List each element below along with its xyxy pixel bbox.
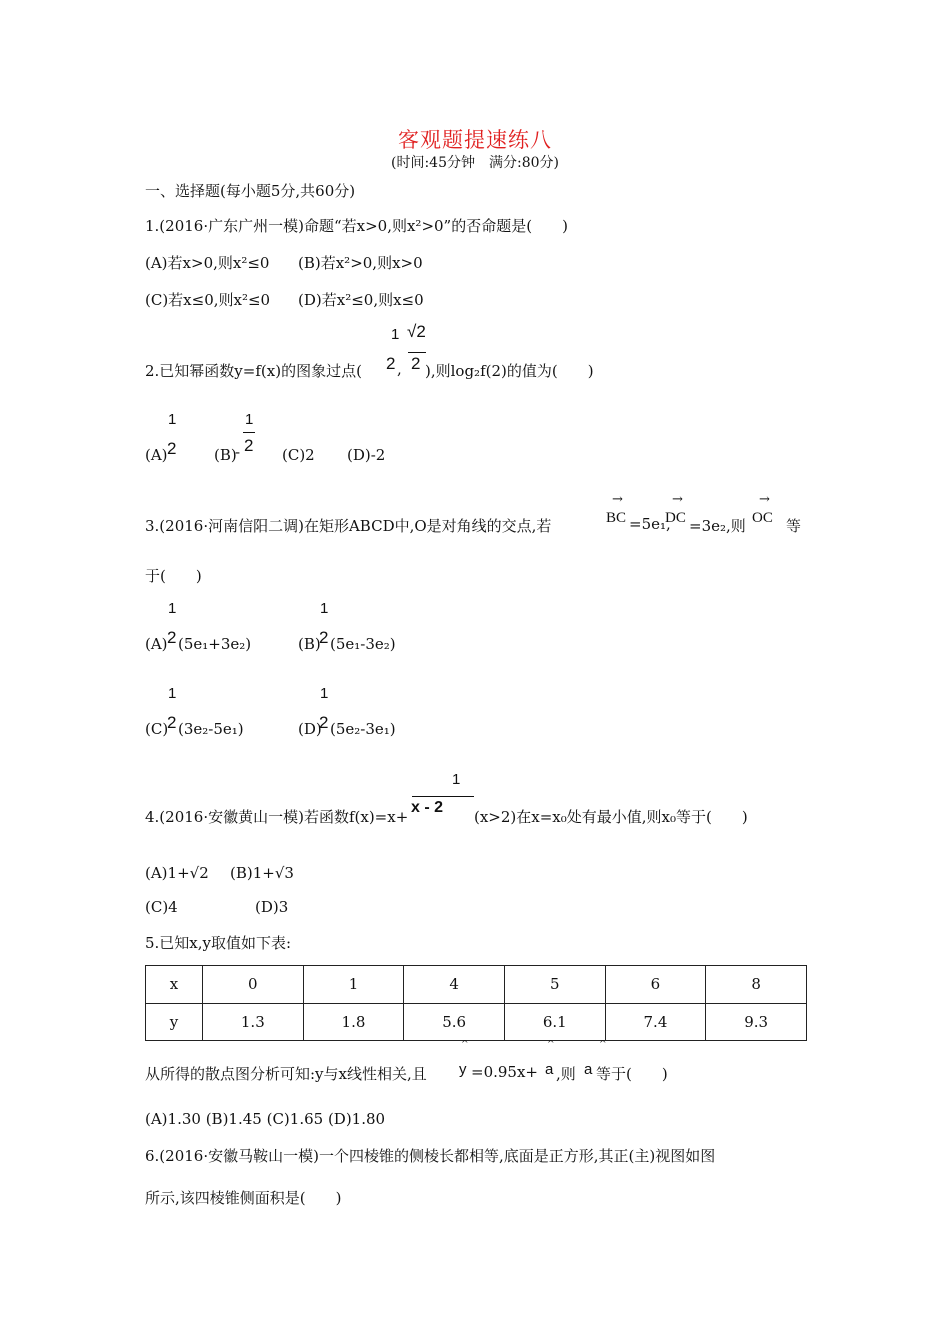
q2-option-a-numerator: 1 (168, 411, 177, 428)
page-subtitle: (时间:45分钟 满分:80分) (391, 155, 559, 171)
q5-follow-mid2: ,则 (556, 1065, 576, 1083)
section-heading: 一、选择题(每小题5分,共60分) (145, 182, 356, 200)
q1-option-b: (B)若x²>0,则x>0 (298, 254, 423, 272)
q3-eq-1: =5e₁, (629, 515, 671, 533)
table-cell: 0 (203, 966, 304, 1004)
q2-option-b-sign: - (235, 443, 241, 461)
q2-option-d: (D)-2 (347, 446, 386, 464)
table-cell: 8 (706, 966, 807, 1004)
table-cell: 5 (504, 966, 605, 1004)
q3-stem-end: 等 (786, 517, 802, 535)
q3-option-b-label: (B) (298, 635, 321, 653)
q3-option-b-denominator: 2 (319, 628, 329, 647)
q6-stem-line2: 所示,该四棱锥侧面积是( ) (145, 1189, 342, 1207)
table-row (146, 1003, 807, 1041)
q5-follow-post: 等于( ) (596, 1065, 668, 1083)
q3-option-a-numerator: 1 (168, 600, 177, 617)
table-cell: 6 (605, 966, 706, 1004)
q5-follow-mid: =0.95x+ (471, 1063, 538, 1081)
q3-option-a-expr: (5e₁+3e₂) (178, 635, 252, 653)
q5-hat-3: ^ (599, 1040, 607, 1050)
q4-stem-pre: 4.(2016·安徽黄山一模)若函数f(x)=x+ (145, 808, 409, 826)
table-cell: 1.3 (203, 1003, 304, 1041)
q2-stem-pre: 2.已知幂函数y=f(x)的图象过点( (145, 362, 362, 380)
q3-vector-oc: OC (752, 510, 773, 526)
q1-stem: 1.(2016·广东广州一模)命题“若x>0,则x²>0”的否命题是( ) (145, 217, 568, 235)
q3-eq-2: =3e₂,则 (689, 517, 746, 535)
q3-option-c-expr: (3e₂-5e₁) (178, 720, 244, 738)
xy-table (145, 965, 807, 1041)
q5-a-hat: a (545, 1061, 554, 1078)
q2-option-b-label: (B) (214, 446, 237, 464)
q3-vector-dc: DC (665, 510, 686, 526)
q5-a-hat-2: a (584, 1061, 593, 1078)
q2-point-numerator-1: 1 (391, 326, 400, 343)
q2-point-denominator-1: 2 (386, 354, 396, 373)
q2-option-b-numerator: 1 (245, 411, 254, 428)
q3-stem-line2: 于( ) (145, 567, 202, 585)
q3-option-d-numerator: 1 (320, 685, 329, 702)
table-cell: 9.3 (706, 1003, 807, 1041)
q5-stem: 5.已知x,y取值如下表: (145, 934, 292, 952)
q2-stem-post: ),则log₂f(2)的值为( ) (425, 362, 594, 380)
q3-option-b-numerator: 1 (320, 600, 329, 617)
q5-hat-2: ^ (547, 1040, 555, 1050)
table-row (146, 966, 807, 1004)
q1-option-a: (A)若x>0,则x²≤0 (145, 254, 270, 272)
q4-fraction-bar (412, 796, 474, 797)
table-cell: 6.1 (504, 1003, 605, 1041)
q2-point-numerator-2: √2 (407, 322, 426, 341)
q2-option-c: (C)2 (282, 446, 315, 464)
q1-option-d: (D)若x²≤0,则x≤0 (298, 291, 424, 309)
q2-point-fraction-bar (408, 352, 426, 353)
q3-option-c-denominator: 2 (167, 713, 177, 732)
q2-option-a-label: (A) (145, 446, 168, 464)
q3-vector-arrow-2: → (672, 492, 683, 507)
q2-point-denominator-2: 2 (411, 354, 421, 373)
q2-point-comma: , (397, 360, 402, 378)
q4-fraction-numerator: 1 (452, 771, 461, 788)
q4-stem-post: (x>2)在x=x₀处有最小值,则x₀等于( ) (474, 808, 748, 826)
q3-vector-arrow-3: → (759, 492, 770, 507)
q6-stem-line1: 6.(2016·安徽马鞍山一模)一个四棱锥的侧棱长都相等,底面是正方形,其正(主)视图如图 (145, 1147, 716, 1165)
table-cell: 1 (303, 966, 404, 1004)
q3-option-a-denominator: 2 (167, 628, 177, 647)
q4-option-a: (A)1+√2 (145, 864, 209, 882)
q4-fraction-denominator: x - 2 (411, 799, 444, 816)
q5-y-hat: y (459, 1061, 467, 1078)
q3-option-d-denominator: 2 (319, 713, 329, 732)
q3-option-d-label: (D) (298, 720, 322, 738)
q3-vector-arrow-1: → (612, 492, 623, 507)
table-cell: 7.4 (605, 1003, 706, 1041)
q1-option-c: (C)若x≤0,则x²≤0 (145, 291, 271, 309)
q2-option-b-denominator: 2 (244, 436, 254, 455)
table-cell: 4 (404, 966, 505, 1004)
table-cell: 1.8 (303, 1003, 404, 1041)
table-cell: y (146, 1003, 203, 1041)
q3-stem-pre: 3.(2016·河南信阳二调)在矩形ABCD中,O是对角线的交点,若 (145, 517, 552, 535)
q4-option-b: (B)1+√3 (230, 864, 294, 882)
q5-hat-1: ^ (461, 1040, 469, 1050)
q4-option-c: (C)4 (145, 898, 178, 916)
table-cell: 5.6 (404, 1003, 505, 1041)
q3-option-d-expr: (5e₂-3e₁) (330, 720, 396, 738)
q4-option-d: (D)3 (255, 898, 289, 916)
q3-option-c-label: (C) (145, 720, 169, 738)
q5-follow-pre: 从所得的散点图分析可知:y与x线性相关,且 (145, 1065, 427, 1083)
q5-options: (A)1.30 (B)1.45 (C)1.65 (D)1.80 (145, 1110, 386, 1128)
q2-option-a-denominator: 2 (167, 439, 177, 458)
q2-option-b-fraction-bar (243, 432, 255, 433)
q3-option-c-numerator: 1 (168, 685, 177, 702)
q3-option-a-label: (A) (145, 635, 168, 653)
table-cell: x (146, 966, 203, 1004)
q3-option-b-expr: (5e₁-3e₂) (330, 635, 396, 653)
q3-vector-bc: BC (606, 510, 627, 526)
page-title: 客观题提速练八 (398, 128, 552, 152)
